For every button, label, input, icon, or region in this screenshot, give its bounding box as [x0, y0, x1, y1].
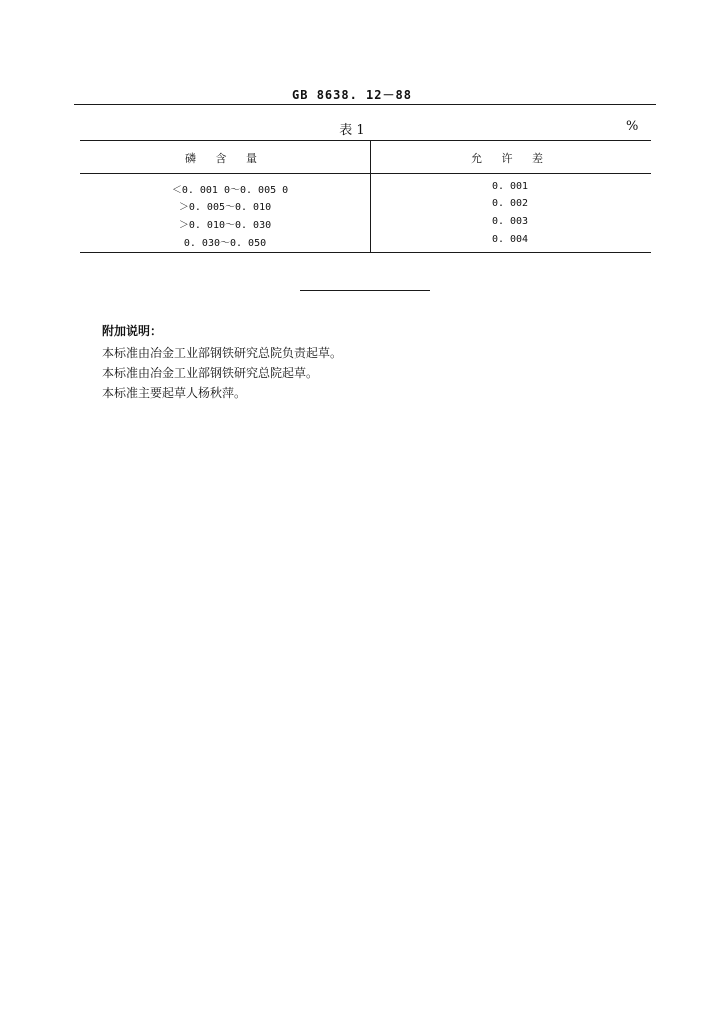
- row-content-cell: ＜0. 001 0～0. 005 0: [171, 185, 289, 196]
- table-title: 表 1: [339, 123, 365, 138]
- note-line: 本标准由冶金工业部钢铁研究总院起草。: [102, 366, 319, 380]
- section-divider-rule: [300, 290, 430, 291]
- table-bottom-rule: [80, 252, 651, 253]
- row-tolerance-cell: 0. 002: [491, 198, 529, 209]
- table-unit: %: [626, 119, 639, 134]
- table-header-rule: [80, 173, 651, 174]
- row-content-cell: ＞0. 005～0. 010: [178, 202, 272, 213]
- notes-title: 附加说明：: [102, 324, 163, 338]
- row-tolerance-cell: 0. 004: [491, 234, 529, 245]
- note-line: 本标准主要起草人杨秋萍。: [102, 386, 247, 400]
- row-tolerance-cell: 0. 003: [491, 216, 529, 227]
- note-line: 本标准由冶金工业部钢铁研究总院负责起草。: [102, 346, 343, 360]
- standard-code-header: GB 8638. 12－88: [292, 88, 412, 102]
- row-tolerance-cell: 0. 001: [491, 181, 529, 192]
- column-header-content: 磷 含 量: [185, 152, 265, 165]
- row-content-cell: 0. 030～0. 050: [183, 238, 267, 249]
- column-header-tolerance: 允 许 差: [471, 152, 551, 165]
- header-rule: [74, 104, 656, 105]
- table-top-rule: [80, 140, 651, 141]
- row-content-cell: ＞0. 010～0. 030: [178, 220, 272, 231]
